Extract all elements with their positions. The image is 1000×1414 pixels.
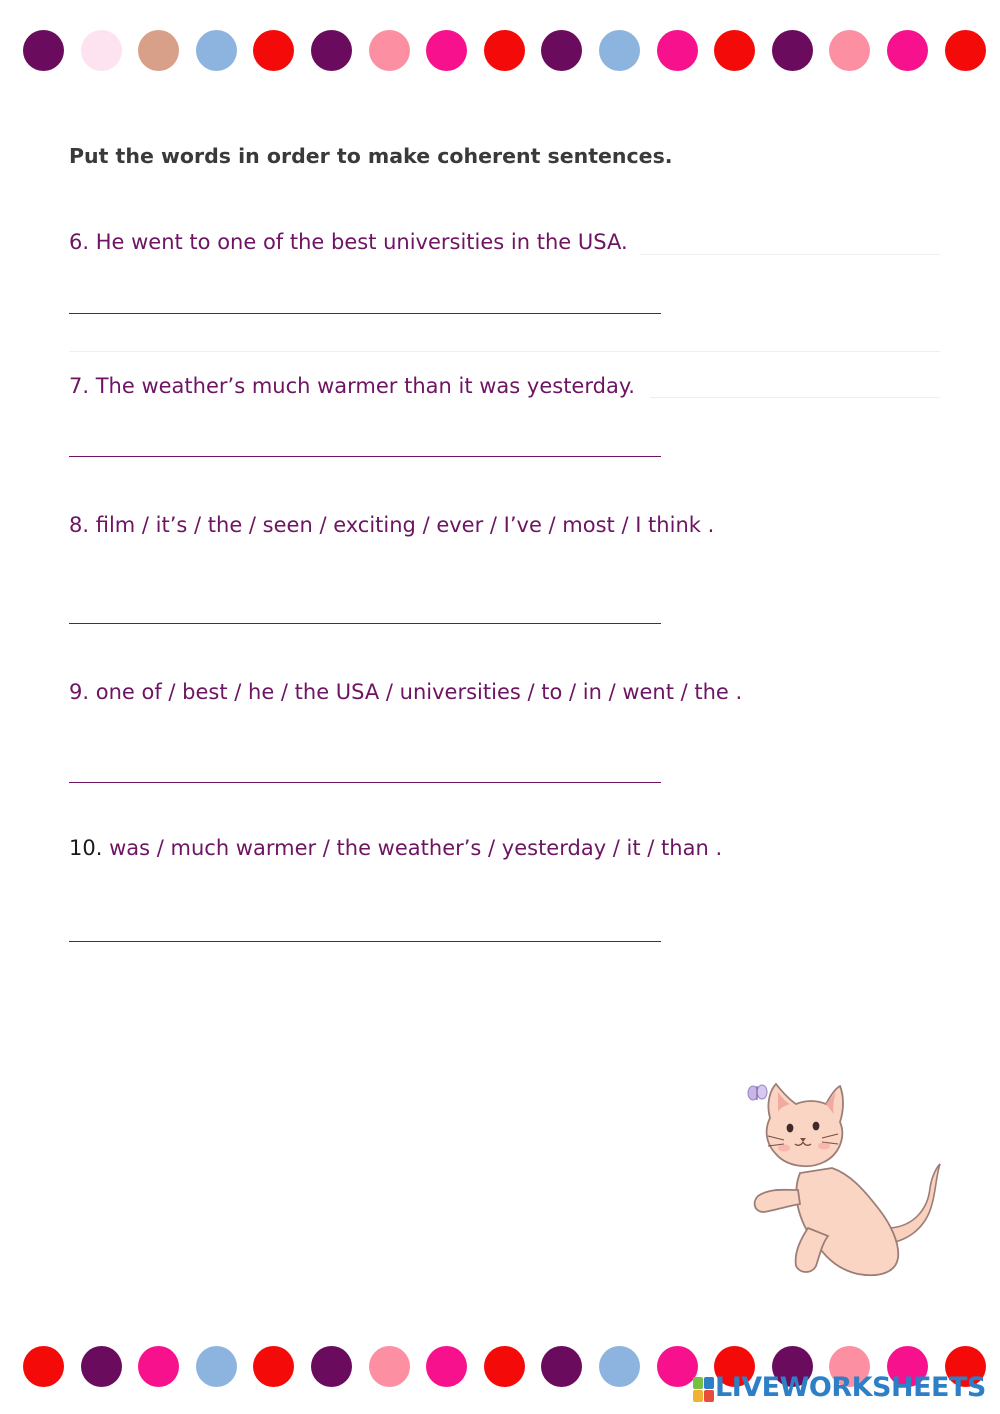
decorative-dot [887, 30, 928, 71]
answer-line-8[interactable] [69, 623, 661, 624]
question-number: 9. [69, 680, 90, 704]
decorative-dot [484, 30, 525, 71]
decorative-dot [81, 1346, 122, 1387]
decorative-dot [23, 1346, 64, 1387]
question-6 [69, 230, 628, 254]
faint-divider [69, 351, 940, 352]
decorative-dot [426, 1346, 467, 1387]
question-number: 7. [69, 374, 90, 398]
decorative-dot [138, 30, 179, 71]
butterfly-icon [748, 1085, 767, 1100]
answer-line-10[interactable] [69, 941, 661, 942]
question-text: was / much warmer / the weather’s / yesterday / it / than . [109, 836, 723, 860]
question-number: 8. [69, 513, 90, 537]
decorative-dot [657, 30, 698, 71]
answer-line-7[interactable] [69, 456, 661, 457]
decorative-dot [541, 30, 582, 71]
question-text: The weather’s much warmer than it was yesterday. [95, 374, 635, 398]
question-text: He went to one of the best universities in the USA. [95, 230, 628, 254]
question-number: 10. [69, 836, 103, 860]
instruction-heading: Put the words in order to make coherent sentences. [69, 144, 673, 168]
question-10 [69, 836, 722, 860]
decorative-dot [311, 30, 352, 71]
question-text: film / it’s / the / seen / exciting / ever / I’ve / most / I think . [95, 513, 715, 537]
decorative-dot [81, 30, 122, 71]
answer-line-6[interactable] [69, 313, 661, 314]
decorative-dot [196, 30, 237, 71]
decorative-dot [714, 30, 755, 71]
decorative-dot [772, 30, 813, 71]
decorative-dot [945, 30, 986, 71]
cat-with-butterfly-illustration [740, 1078, 950, 1283]
question-7 [69, 374, 635, 398]
decorative-dot [138, 1346, 179, 1387]
decorative-dot [369, 30, 410, 71]
decorative-dot [484, 1346, 525, 1387]
decorative-dot [599, 1346, 640, 1387]
decorative-dot [541, 1346, 582, 1387]
decorative-dot [657, 1346, 698, 1387]
decorative-dot [23, 30, 64, 71]
liveworksheets-logo-icon [693, 1377, 715, 1403]
answer-line-9[interactable] [69, 782, 661, 783]
decorative-dot [253, 1346, 294, 1387]
decorative-dot [599, 30, 640, 71]
decorative-dot [829, 30, 870, 71]
faint-divider [650, 397, 940, 398]
question-text: one of / best / he / the USA / universities / to / in / went / the . [95, 680, 743, 704]
question-8 [69, 513, 714, 537]
decorative-dot [311, 1346, 352, 1387]
decorative-dot [369, 1346, 410, 1387]
question-9 [69, 680, 742, 704]
decorative-dot [426, 30, 467, 71]
brand-name: LIVEWORKSHEETS [715, 1372, 986, 1403]
decorative-dot [253, 30, 294, 71]
top-dot-border [0, 30, 1000, 74]
decorative-dot [196, 1346, 237, 1387]
question-number: 6. [69, 230, 90, 254]
liveworksheets-brand[interactable] [693, 1373, 993, 1407]
faint-divider [640, 254, 940, 255]
